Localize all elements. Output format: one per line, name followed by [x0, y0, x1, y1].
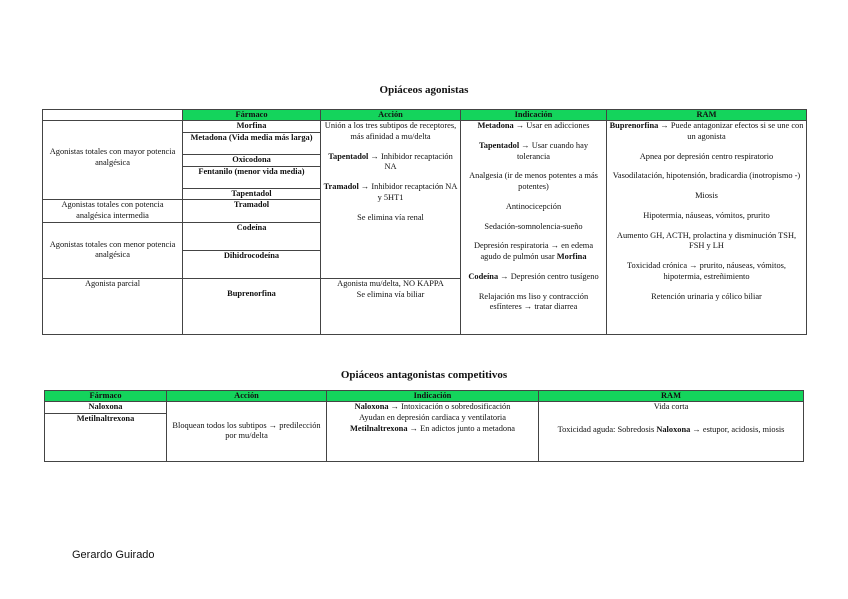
antagonist-indication-1-bold: Naloxona	[354, 402, 389, 411]
antagonist-indication-1	[329, 402, 536, 413]
action-3-bold: Tramadol	[323, 182, 359, 191]
agonists-table	[42, 109, 807, 335]
agonists-header-row	[43, 110, 807, 121]
antagonist-action-cell: Bloquean todos los subtipos → predilección por mu/delta	[167, 402, 327, 462]
drug-codeina: Codeína	[183, 222, 321, 250]
ram-7: Toxicidad crónica → prurito, náuseas, vómitos, hipotermia, estreñimiento	[627, 261, 786, 281]
group-label-high	[43, 121, 183, 200]
drug-metadona: Metadona (Vida media más larga)	[183, 132, 321, 154]
group-label-low	[43, 222, 183, 278]
drug-dihidrocodeina: Dihidrocodeína	[183, 250, 321, 278]
antagonist-ram-1: Vida corta	[653, 402, 689, 411]
action-partial-2: Se elimina vía biliar	[356, 289, 425, 299]
drug-naloxona: Naloxona	[45, 402, 167, 414]
group-text: Agonistas totales con mayor potencia analgésica	[49, 147, 176, 167]
antagonists-table	[44, 390, 804, 462]
drug-oxicodona: Oxicodona	[183, 154, 321, 166]
action-cell	[321, 121, 461, 279]
group-text: Agonista parcial	[84, 278, 141, 288]
ram-2: Apnea por depresión centro respiratorio	[639, 151, 774, 161]
antagonist-indication-3	[329, 424, 536, 435]
antagonist-indication-2: Ayudan en depresión cardiaca y ventilatoria	[359, 412, 506, 422]
ram-1-rest: → Puede antagonizar efectos si se une con un agonista	[660, 121, 804, 141]
ram-3: Vasodilatación, hipotensión, bradicardia (inotropismo -)	[612, 171, 801, 181]
ram-5: Hipotermia, náuseas, vómitos, prurito	[643, 210, 770, 220]
indication-2-rest: → Usar cuando hay tolerancia	[516, 140, 589, 161]
indication-2-bold: Tapentadol	[478, 140, 520, 150]
header-accion: Acción	[167, 391, 327, 402]
table-row	[45, 402, 804, 414]
antagonist-ram-2-bold: Naloxona	[656, 424, 691, 434]
ram-1-bold: Buprenorfina	[609, 121, 659, 130]
antagonists-title: Opiáceos antagonistas competitivos	[340, 369, 508, 381]
antagonist-ram-2-pre: Toxicidad aguda: Sobredosis	[557, 424, 655, 434]
ram-cell	[607, 121, 807, 335]
antagonist-ram-2	[541, 425, 801, 436]
action-4: Se elimina vía renal	[357, 212, 424, 222]
indication-1-bold: Metadona	[477, 121, 514, 130]
ram-8: Retención urinaria y cólico biliar	[651, 291, 762, 301]
antagonist-indication-cell	[327, 402, 539, 462]
antagonist-indication-1-rest: → Intoxicación o sobredosificación	[390, 402, 511, 411]
drug-tapentadol: Tapentadol	[183, 188, 321, 200]
indication-7-rest: → Depresión centro tusígeno	[500, 271, 599, 281]
header-indicacion: Indicación	[327, 391, 539, 402]
group-text: Agonistas totales con menor potencia analgésica	[49, 239, 176, 260]
agonists-title: Opiáceos agonistas	[379, 84, 469, 96]
drug-fentanilo: Fentanilo (menor vida media)	[183, 166, 321, 188]
header-ram: RAM	[607, 110, 807, 121]
indication-2	[463, 141, 604, 163]
ram-1	[609, 121, 804, 143]
header-blank	[43, 110, 183, 121]
indication-6	[463, 241, 604, 263]
action-2	[323, 152, 458, 174]
group-label-partial	[43, 278, 183, 334]
action-3	[323, 182, 458, 204]
antagonist-ram-2-rest: → estupor, acidosis, miosis	[692, 424, 785, 434]
action-2-rest: → Inhibidor recaptación NA	[370, 151, 453, 172]
indication-7	[463, 272, 604, 283]
indication-4: Antinocicepción	[505, 201, 562, 211]
antagonist-ram-cell	[539, 402, 804, 462]
drug-buprenorfina: Buprenorfina	[183, 278, 321, 334]
header-accion: Acción	[321, 110, 461, 121]
antagonists-header-row	[45, 391, 804, 402]
action-partial-cell	[321, 278, 461, 334]
header-ram: RAM	[539, 391, 804, 402]
drug-morfina: Morfina	[183, 121, 321, 133]
indication-1-rest: → Usar en adicciones	[515, 121, 590, 130]
indication-8: Relajación ms liso y contracción esfínteres → tratar diarrea	[478, 291, 589, 312]
action-partial-1: Agonista mu/delta, NO KAPPA	[337, 278, 444, 288]
group-text: Agonistas totales con potencia analgésica intermedia	[61, 200, 164, 220]
action-1: Unión a los tres subtipos de receptores, más afinidad a mu/delta	[324, 121, 457, 141]
ram-4: Miosis	[695, 191, 718, 200]
ram-6: Aumento GH, ACTH, prolactina y disminución TSH, FSH y LH	[616, 230, 797, 251]
indication-1	[463, 121, 604, 132]
header-farmaco: Fármaco	[45, 391, 167, 402]
antagonist-indication-3-bold: Metilnaltrexona	[350, 423, 408, 433]
drug-metilnaltrexona: Metilnaltrexona	[45, 413, 167, 461]
indication-6-bold: Morfina	[556, 252, 587, 261]
table-row	[43, 121, 807, 133]
header-indicacion: Indicación	[461, 110, 607, 121]
action-2-bold: Tapentadol	[328, 151, 369, 161]
antagonist-indication-3-rest: → En adictos junto a metadona	[409, 423, 515, 433]
group-label-intermediate	[43, 200, 183, 223]
action-3-rest: → Inhibidor recaptación NA y 5HT1	[360, 182, 458, 202]
drug-tramadol: Tramadol	[183, 200, 321, 223]
author-footer: Gerardo Guirado	[72, 549, 155, 561]
indication-cell	[461, 121, 607, 335]
indication-5: Sedación-somnolencia-sueño	[484, 221, 583, 231]
header-farmaco: Fármaco	[183, 110, 321, 121]
indication-3: Analgesia (ir de menos potentes a más potentes)	[469, 171, 598, 191]
indication-6-pre: Depresión respiratoria → en edema agudo de pulmón usar	[473, 241, 594, 261]
indication-7-bold: Codeína	[468, 271, 499, 281]
